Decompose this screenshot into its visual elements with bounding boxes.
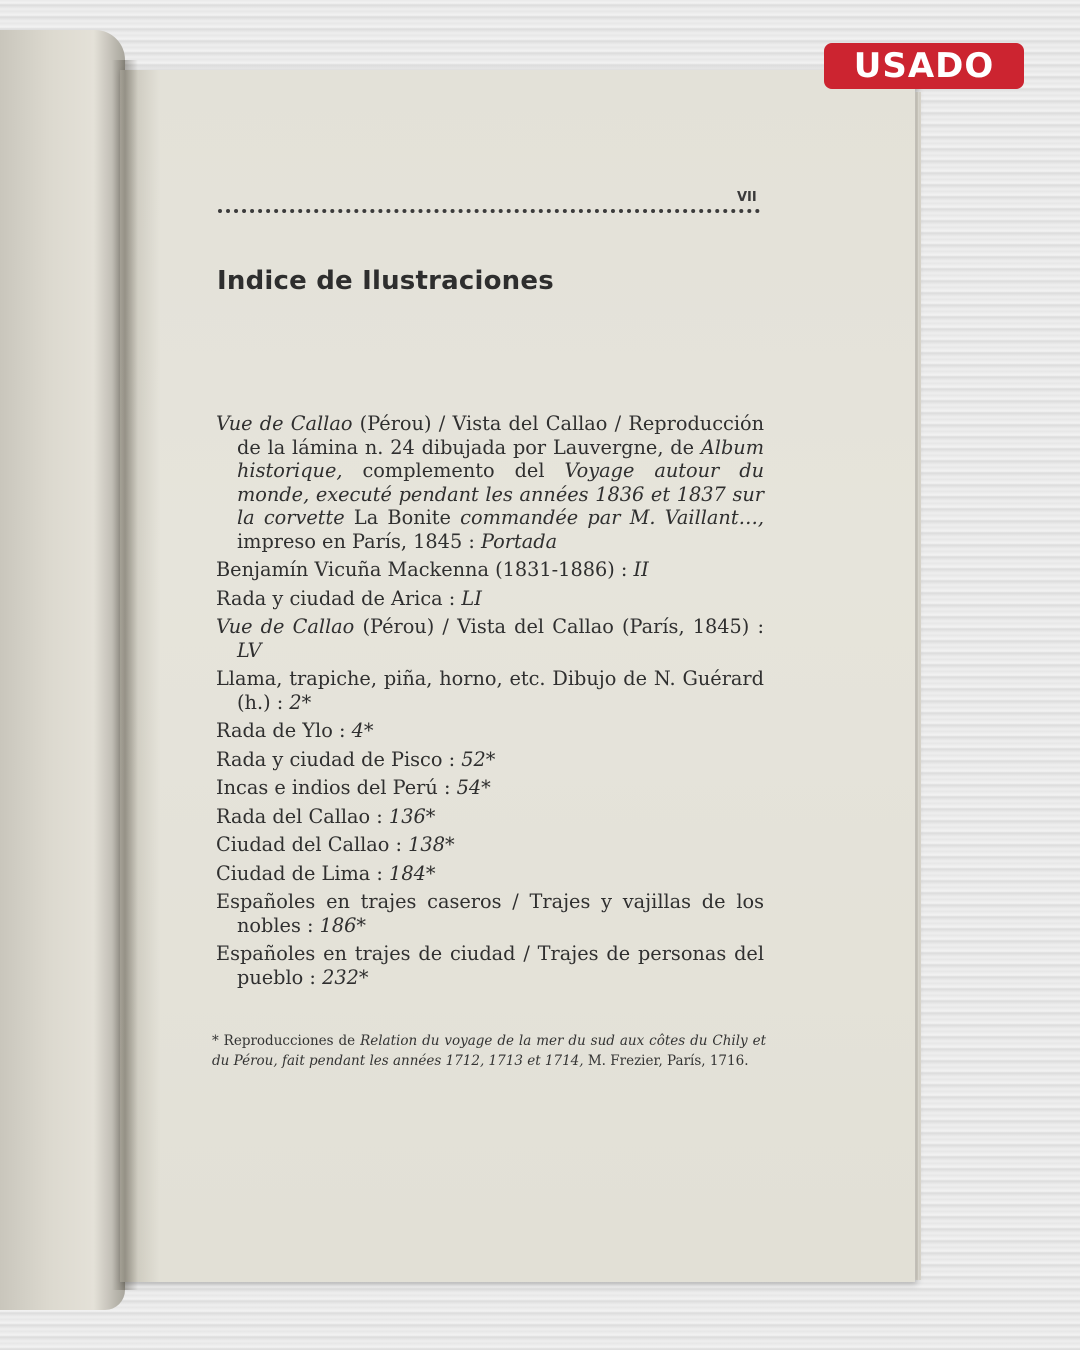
left-facing-page: [0, 30, 125, 1310]
index-entry: Rada de Ylo : 4*: [216, 719, 374, 742]
index-entry: Españoles en trajes caseros / Trajes y vajillas de los nobles : 186*: [216, 890, 764, 937]
page-reference: 136*: [388, 804, 436, 828]
italic-title-text: Voyage autour du monde, executé pendant les années 1836 et 1837 sur la corvette: [237, 459, 764, 529]
page-reference: 232*: [322, 965, 369, 989]
entry-text: Rada y ciudad de Arica: [216, 586, 443, 610]
italic-title-text: Album historique,: [237, 435, 764, 482]
entry-text: (Pérou) / Vista del Callao / Reproducción de la lámina n. 24 dibujada por Lauvergne, de: [237, 412, 765, 459]
index-entry: Ciudad de Lima : 184*: [216, 861, 436, 885]
entry-text: Ciudad de Lima: [216, 861, 371, 885]
index-entry: Rada y ciudad de Arica : LI: [216, 586, 482, 610]
index-entry: Ciudad del Callao : 138*: [216, 833, 455, 856]
entry-text: Rada de Ylo: [216, 719, 333, 742]
entry-text: Benjamín Vicuña Mackenna (1831-1886): [216, 558, 615, 581]
entry-text: La Bonite: [344, 506, 461, 529]
entry-text: complemento del: [342, 459, 565, 482]
dotted-rule: [218, 209, 760, 213]
book-gutter-shadow: [112, 60, 138, 1290]
entry-text: Españoles en trajes caseros / Trajes y vajillas de los nobles: [216, 890, 764, 937]
entry-text: impreso en París, 1845: [237, 529, 463, 553]
index-entry: Rada del Callao : 136*: [216, 804, 436, 828]
page-number: VII: [737, 190, 757, 205]
entry-text: M. Frezier, París, 1716.: [583, 1052, 749, 1069]
page-reference: 2*: [289, 690, 312, 714]
italic-title-text: Relation du voyage de la mer du sud aux côtes du Chily et du Pérou, fait pendant les années 1712, 1713 et 1714,: [212, 1033, 766, 1069]
italic-title-text: Vue de Callao: [216, 615, 355, 638]
page-heading: Indice de Ilustraciones: [217, 266, 554, 296]
index-entry: Incas e indios del Perú : 54*: [216, 776, 491, 799]
italic-title-text: commandée par M. Vaillant…,: [460, 506, 764, 529]
page-reference: LV: [237, 638, 262, 662]
index-entry: Españoles en trajes de ciudad / Trajes de personas del pueblo : 232*: [216, 942, 764, 989]
page-reference: LI: [461, 586, 482, 610]
entry-text: Ciudad del Callao: [216, 833, 390, 856]
entry-text: Incas e indios del Perú: [216, 776, 438, 799]
page-reference: 4*: [351, 719, 374, 742]
italic-title-text: Vue de Callao: [216, 412, 353, 435]
entry-text: Españoles en trajes de ciudad / Trajes de personas del pueblo: [216, 942, 764, 989]
index-entry: Vue de Callao (Pérou) / Vista del Callao (París, 1845) : LV: [216, 615, 764, 662]
index-entry: Llama, trapiche, piña, horno, etc. Dibujo de N. Guérard (h.) : 2*: [216, 667, 764, 714]
index-entry: Vue de Callao (Pérou) / Vista del Callao / Reproducción de la lámina n. 24 dibujada por Lauvergne, de Album historique, complemento del Voyage autour du monde, executé pendant les années 1836 et 1837 sur la corvette La Bonite commandée par M. Vaillant…, impreso en París, 1845 : Portada: [216, 412, 765, 553]
footnote: [212, 1032, 766, 1071]
page-reference: 184*: [389, 861, 436, 885]
entry-text: Rada y ciudad de Pisco: [216, 747, 443, 771]
illustration-index-list: [216, 412, 764, 994]
page-reference: 138*: [408, 833, 455, 856]
entry-text: (Pérou) / Vista del Callao (París, 1845): [354, 615, 750, 638]
page-reference: II: [633, 558, 649, 581]
entry-text: Rada del Callao: [216, 804, 371, 828]
index-entry: Benjamín Vicuña Mackenna (1831-1886) : II: [216, 558, 649, 581]
used-badge: [824, 43, 1024, 89]
page-reference: Portada: [480, 529, 558, 553]
used-badge-label: USADO: [853, 46, 995, 86]
entry-text: * Reproducciones de: [212, 1033, 361, 1049]
page-reference: 52*: [461, 747, 496, 771]
page-reference: 54*: [456, 776, 491, 799]
index-entry: Rada y ciudad de Pisco : 52*: [216, 747, 496, 771]
entry-text: Llama, trapiche, piña, horno, etc. Dibujo de N. Guérard (h.): [216, 667, 764, 714]
page-reference: 186*: [319, 913, 367, 937]
